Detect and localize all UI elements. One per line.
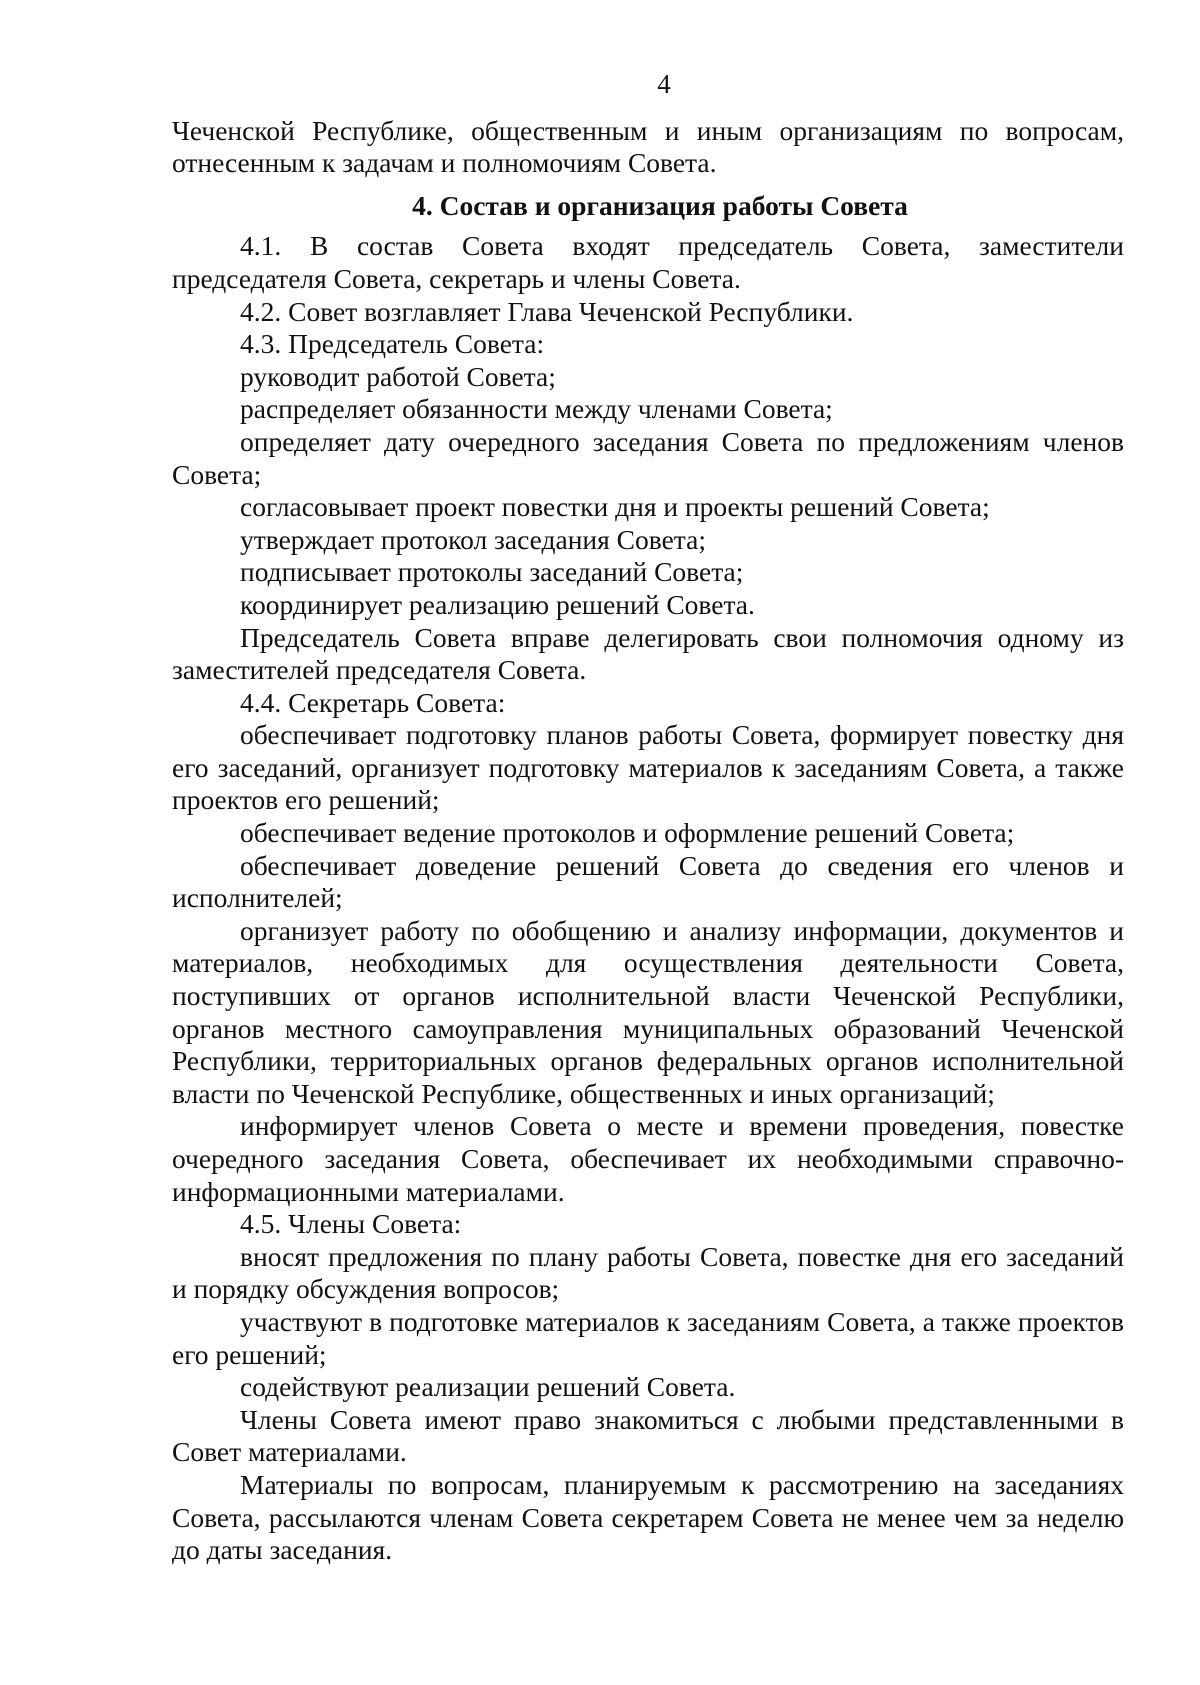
document-page [172,68,1124,1567]
list-item: организует работу по обобщению и анализу информации, документов и материалов, необходимых для осуществления деятельности Совета, поступивших от органов исполнительной власти Чеченской Республики, органов местного самоуправления муниципальных образований Чеченской Республики, территориальных органов федеральных органов исполнительной власти по Чеченской Республике, общественных и иных организаций; [172,914,1124,1109]
list-item: определяет дату очередного заседания Совета по предложениям членов Совета; [172,425,1124,490]
page-number: 4 [657,69,671,99]
lead-paragraph: Чеченской Республике, общественным и иным организациям по вопросам, отнесенным к задачам и полномочиям Совета. [172,114,1124,179]
paragraph-4-4: 4.4. Секретарь Совета: [240,686,506,718]
list-item: координирует реализацию решений Совета. [240,588,755,620]
paragraph-4-3: 4.3. Председатель Совета: [240,328,545,360]
section-heading: 4. Состав и организация работы Совета [412,189,908,221]
list-item: утверждает протокол заседания Совета; [240,523,706,555]
list-item: вносят предложения по плану работы Совета, повестке дня его заседаний и порядку обсуждения вопросов; [172,1240,1124,1305]
list-item: подписывает протоколы заседаний Совета; [240,556,744,588]
paragraph: Материалы по вопросам, планируемым к рассмотрению на заседаниях Совета, рассылаются членам Совета секретарем Совета не менее чем за неделю до даты заседания. [172,1468,1124,1566]
list-item: обеспечивает ведение протоколов и оформление решений Совета; [240,817,1015,849]
paragraph-4-5: 4.5. Члены Совета: [240,1208,462,1240]
paragraph-4-2: 4.2. Совет возглавляет Глава Чеченской Республики. [240,295,854,327]
paragraph-4-1: 4.1. В состав Совета входят председатель Совета, заместители председателя Совета, секретарь и члены Совета. [172,230,1124,294]
list-item: содействуют реализации решений Совета. [240,1371,736,1403]
list-item: участвуют в подготовке материалов к заседаниям Совета, а также проектов его решений; [172,1305,1124,1370]
list-item: обеспечивает доведение решений Совета до сведения его членов и исполнителей; [172,849,1124,914]
list-item: согласовывает проект повестки дня и проекты решений Совета; [240,491,990,523]
list-item: информирует членов Совета о месте и времени проведения, повестке очередного заседания Совета, обеспечивает их необходимыми справочно-информационными материалами. [172,1110,1124,1207]
list-item: распределяет обязанности между членами Совета; [240,393,833,425]
list-item: руководит работой Совета; [240,360,556,392]
paragraph: Члены Совета имеют право знакомиться с любыми представленными в Совет материалами. [172,1403,1124,1468]
list-item: обеспечивает подготовку планов работы Совета, формирует повестку дня его заседаний, организует подготовку материалов к заседаниям Совета, а также проектов его решений; [172,719,1124,816]
paragraph: Председатель Совета вправе делегировать свои полномочия одному из заместителей председателя Совета. [172,621,1124,686]
